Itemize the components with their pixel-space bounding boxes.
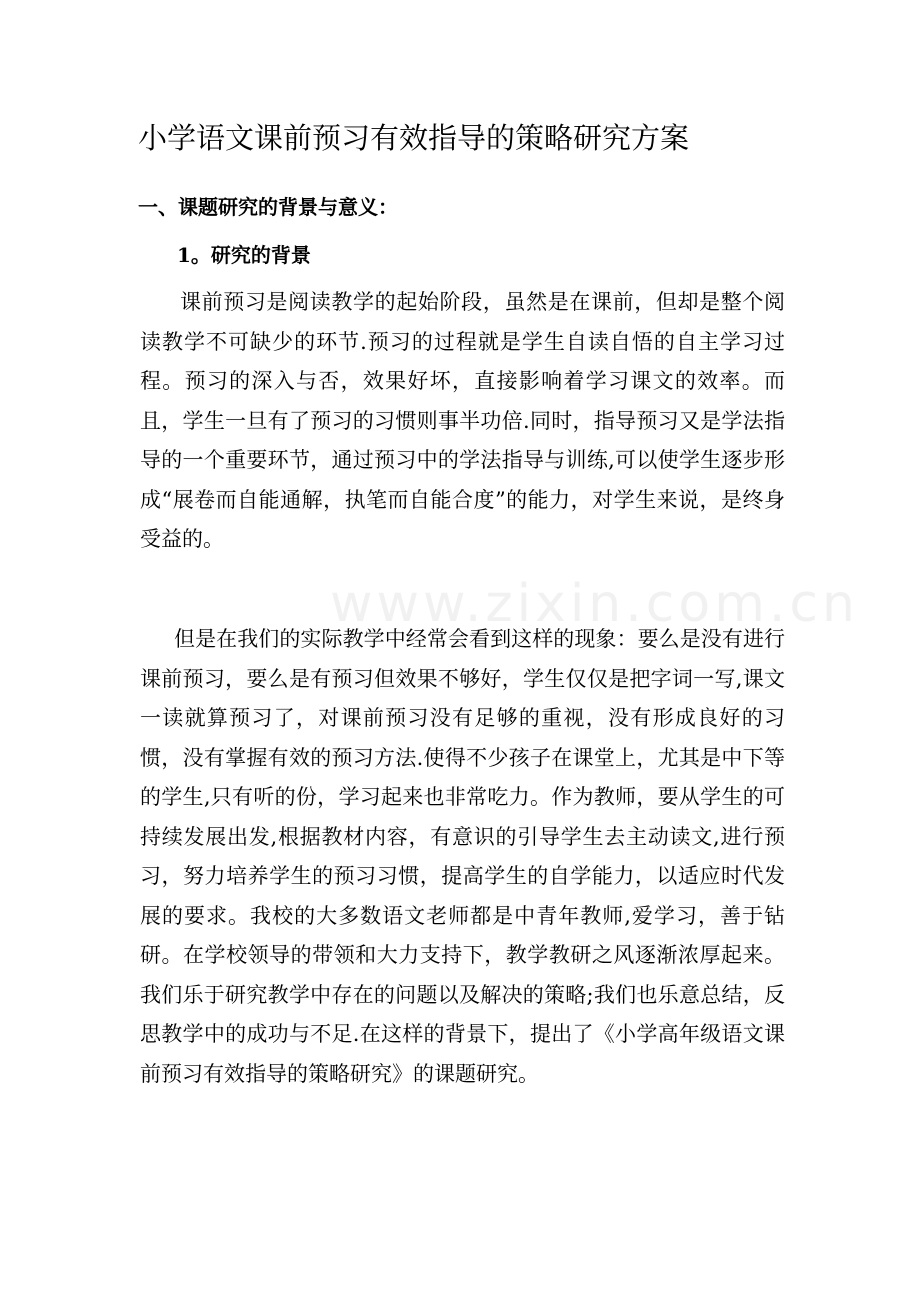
section-heading-background-significance: 一、课题研究的背景与意义： — [138, 195, 398, 219]
paragraph-1: 课前预习是阅读教学的起始阶段，虽然是在课前，但却是整个阅读教学不可缺少的环节.预习的过程就是学生自读自悟的自主学习过程。预习的深入与否，效果好坏，直接影响着学习课文的效率。而且，学生一旦有了预习的习惯则事半功倍.同时，指导预习又是学法指导的一个重要环节，通过预习中的学法指导与训练,可以使学生逐步形成“展卷而自能通解，执笔而自能合度”的能力，对学生来说，是终身受益的。 — [140, 290, 785, 551]
subsection-heading-research-background: 1。研究的背景 — [177, 243, 311, 267]
paragraph-2: 但是在我们的实际教学中经常会看到这样的现象：要么是没有进行课前预习，要么是有预习但效果不够好，学生仅仅是把字词一写,课文一读就算预习了，对课前预习没有足够的重视，没有形成良好的习惯，没有掌握有效的预习方法.使得不少孩子在课堂上，尤其是中下等的学生,只有听的份，学习起来也非常吃力。作为教师，要从学生的可持续发展出发,根据教材内容，有意识的引导学生去主动读文,进行预习，努力培养学生的预习习惯，提高学生的自学能力，以适应时代发展的要求。我校的大多数语文老师都是中青年教师,爱学习，善于钻研。在学校领导的带领和大力支持下，教学教研之风逐渐浓厚起来。我们乐于研究教学中存在的问题以及解决的策略;我们也乐意总结，反思教学中的成功与不足.在这样的背景下，提出了《小学高年级语文课前预习有效指导的策略研究》的课题研究。 — [140, 627, 785, 1086]
document-title: 小学语文课前预习有效指导的策略研究方案 — [138, 121, 690, 155]
watermark: www.zixin.com.cn — [330, 574, 859, 634]
